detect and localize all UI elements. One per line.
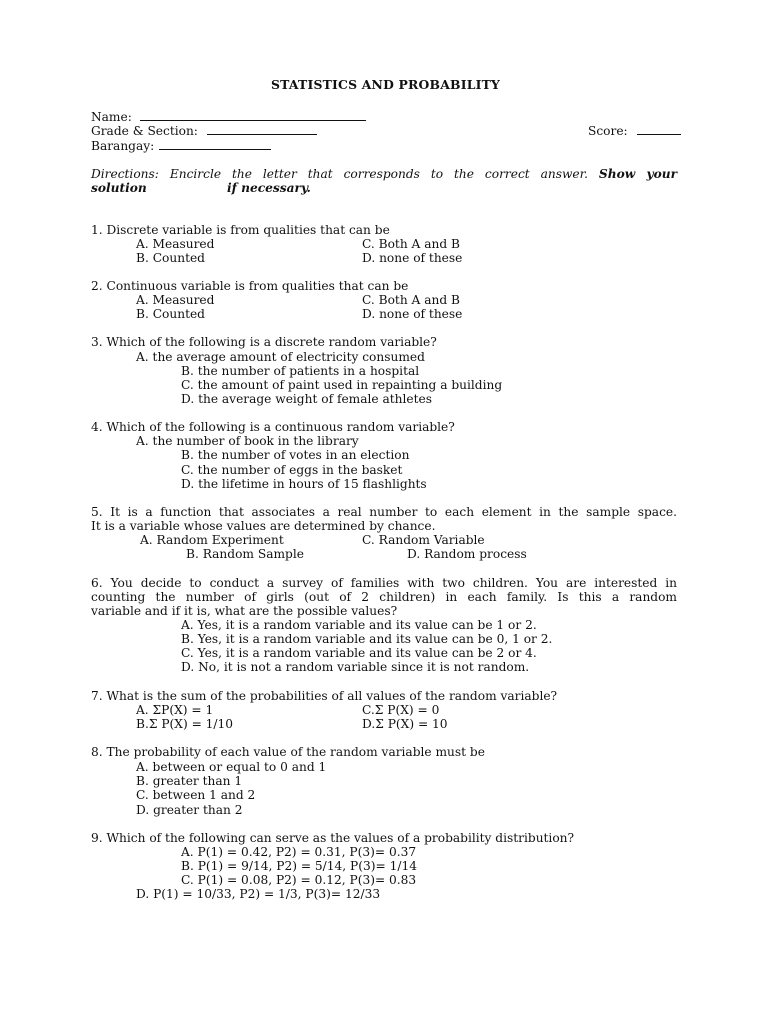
question-8-choice-a[interactable]: A. between or equal to 0 and 1: [136, 760, 327, 774]
grade-section-blank[interactable]: [207, 123, 317, 135]
score-blank[interactable]: [637, 123, 681, 135]
question-4-choice-d[interactable]: D. the lifetime in hours of 15 flashlights: [181, 477, 427, 491]
question-5-stem-line-1: 5. It is a function that associates a real number to each element in the sample space.: [91, 505, 677, 519]
question-2-choice-b[interactable]: B. Counted: [136, 307, 205, 321]
grade-section-label: Grade & Section:: [91, 124, 198, 138]
question-7-choice-a[interactable]: A. ΣP(X) = 1: [136, 703, 214, 717]
barangay-blank[interactable]: [159, 138, 271, 150]
question-2-choice-a[interactable]: A. Measured: [136, 293, 215, 307]
question-5-choice-d[interactable]: D. Random process: [407, 547, 527, 561]
question-7-choice-c[interactable]: C.Σ P(X) = 0: [362, 703, 440, 717]
barangay-label: Barangay:: [91, 139, 155, 153]
name-label: Name:: [91, 110, 132, 124]
question-3-choice-a[interactable]: A. the average amount of electricity consumed: [136, 350, 425, 364]
question-4-choice-b[interactable]: B. the number of votes in an election: [181, 448, 410, 462]
score-row: [588, 123, 681, 138]
question-8-choice-c[interactable]: C. between 1 and 2: [136, 788, 256, 802]
question-6-choice-d[interactable]: D. No, it is not a random variable since it is not random.: [181, 660, 530, 674]
question-1-choice-b[interactable]: B. Counted: [136, 251, 205, 265]
question-9-stem: 9. Which of the following can serve as the values of a probability distribution?: [91, 831, 575, 845]
question-4-choice-a[interactable]: A. the number of book in the library: [136, 434, 359, 448]
question-1-choice-c[interactable]: C. Both A and B: [362, 237, 460, 251]
question-1-choice-d[interactable]: D. none of these: [362, 251, 463, 265]
directions-solution: solution: [91, 181, 147, 195]
name-field-row: [91, 109, 366, 124]
question-9-choice-d[interactable]: D. P(1) = 10/33, P2) = 1/3, P(3)= 12/33: [136, 887, 381, 901]
question-9-choice-a[interactable]: A. P(1) = 0.42, P2) = 0.31, P(3)= 0.37: [181, 845, 417, 859]
question-3-choice-c[interactable]: C. the amount of paint used in repainting a building: [181, 378, 503, 392]
directions-line-2b: [227, 181, 311, 195]
question-6-choice-a[interactable]: A. Yes, it is a random variable and its value can be 1 or 2.: [181, 618, 537, 632]
question-5-choice-b[interactable]: B. Random Sample: [186, 547, 304, 561]
question-2-choice-c[interactable]: C. Both A and B: [362, 293, 460, 307]
name-blank[interactable]: [140, 109, 366, 121]
directions-show: Show your: [598, 167, 677, 181]
page-title: STATISTICS AND PROBABILITY: [271, 77, 501, 92]
question-2-choice-d[interactable]: D. none of these: [362, 307, 463, 321]
question-2-stem: 2. Continuous variable is from qualities that can be: [91, 279, 409, 293]
question-7-stem: 7. What is the sum of the probabilities of all values of the random variable?: [91, 689, 558, 703]
question-8-stem: 8. The probability of each value of the random variable must be: [91, 745, 485, 759]
question-7-choice-d[interactable]: D.Σ P(X) = 10: [362, 717, 448, 731]
grade-section-row: [91, 123, 317, 138]
question-9-choice-b[interactable]: B. P(1) = 9/14, P2) = 5/14, P(3)= 1/14: [181, 859, 417, 873]
question-6-choice-b[interactable]: B. Yes, it is a random variable and its value can be 0, 1 or 2.: [181, 632, 553, 646]
question-9-choice-c[interactable]: C. P(1) = 0.08, P2) = 0.12, P(3)= 0.83: [181, 873, 417, 887]
directions-label: Directions:: [91, 167, 159, 181]
question-7-choice-b[interactable]: B.Σ P(X) = 1/10: [136, 717, 234, 731]
question-3-choice-b[interactable]: B. the number of patients in a hospital: [181, 364, 420, 378]
barangay-row: [91, 138, 271, 153]
question-8-choice-d[interactable]: D. greater than 2: [136, 803, 243, 817]
question-4-stem: 4. Which of the following is a continuous random variable?: [91, 420, 455, 434]
directions-line-1: [91, 167, 677, 181]
question-1-stem: 1. Discrete variable is from qualities that can be: [91, 223, 390, 237]
question-8-choice-b[interactable]: B. greater than 1: [136, 774, 243, 788]
question-3-stem: 3. Which of the following is a discrete random variable?: [91, 335, 437, 349]
question-5-stem-line-2: It is a variable whose values are determined by chance.: [91, 519, 436, 533]
question-6-stem-line-3: variable and if it is, what are the possible values?: [91, 604, 398, 618]
question-6-stem-line-1: 6. You decide to conduct a survey of families with two children. You are interested in: [91, 576, 677, 590]
question-1-choice-a[interactable]: A. Measured: [136, 237, 215, 251]
question-5-choice-c[interactable]: C. Random Variable: [362, 533, 485, 547]
directions-text: Encircle the letter that corresponds to the correct answer.: [158, 167, 588, 181]
directions-line-2: [91, 181, 147, 195]
question-5-choice-a[interactable]: A. Random Experiment: [140, 533, 284, 547]
question-3-choice-d[interactable]: D. the average weight of female athletes: [181, 392, 432, 406]
score-label: Score:: [588, 124, 628, 138]
question-4-choice-c[interactable]: C. the number of eggs in the basket: [181, 463, 403, 477]
directions-if-necessary: if necessary.: [227, 181, 311, 195]
question-6-stem-line-2: counting the number of girls (out of 2 children) in each family. Is this a random: [91, 590, 677, 604]
question-6-choice-c[interactable]: C. Yes, it is a random variable and its value can be 2 or 4.: [181, 646, 537, 660]
